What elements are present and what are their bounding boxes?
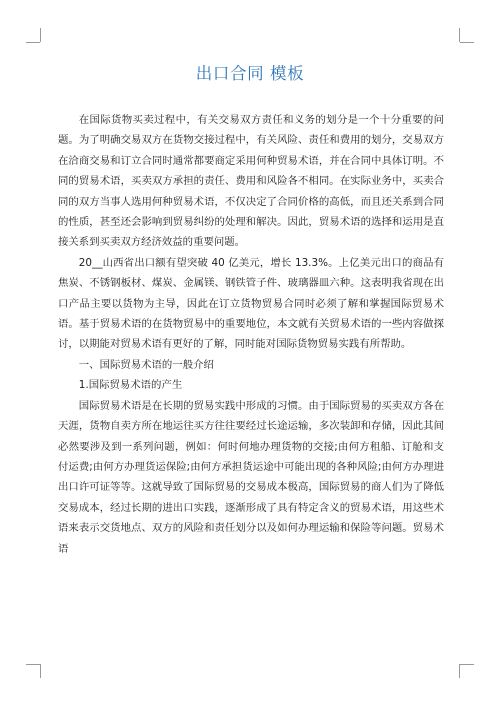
crop-mark-bottom-left (40, 664, 41, 678)
section-heading: 一、国际贸易术语的一般介绍 (78, 358, 214, 371)
paragraph-shanxi-exports: 20__山西省出口额有望突破 40 亿美元，增长 13.3%。上亿美元出口的商品有焦炭、不锈钢板材、煤炭、金属镁、钢铁管子件、玻璃器皿六种。这表明我省现在出口产品主要以货物为主导，因此在订立货物贸易合同时必须了解和掌握国际贸易术语。基于贸易术语的在货物贸易中的重要地位，本文就有关贸易术语的一些内容做探讨，以期能对贸易术语有更好的了解，同时能对国际货物贸易实践有所帮助。 (58, 256, 444, 351)
crop-mark-top-right (459, 28, 460, 42)
crop-mark-top-left (26, 42, 40, 43)
paragraph-intro: 在国际货物买卖过程中，有关交易双方责任和义务的划分是一个十分重要的问题。为了明确交易双方在货物交接过程中，有关风险、责任和费用的划分，交易双方在洽商交易和订立合同时通常都要商定采用何种贸易术语，并在合同中具体订明。不同的贸易术语，买卖双方承担的责任、费用和风险各不相同。在实际业务中，买卖合同的双方当事人选用何种贸易术语，不仅决定了合同价格的高低，而且还关系到合同的性质，甚至还会影响到贸易纠纷的处理和解决。因此，贸易术语的选择和运用是直接关系到买卖双方经济效益的重要问题。 (58, 114, 444, 249)
crop-mark-top-right (460, 42, 474, 43)
crop-mark-bottom-left (26, 664, 40, 665)
document-body (58, 110, 444, 559)
crop-mark-bottom-right (460, 664, 474, 665)
paragraph-origin: 国际贸易术语是在长期的贸易实践中形成的习惯。由于国际贸易的买卖双方各在天涯，货物自卖方所在地运往买方往往要经过长途运输，多次装卸和存储，因此其间必然要涉及到一系列问题，例如：何时何地办理货物的交接;由何方租船、订舱和支付运费;由何方办理货运保险;由何方承担货运途中可能出现的各种风险;由何方办理进出口许可证等等。这就导致了国际贸易的交易成本极高，国际贸易的商人们为了降低交易成本，经过长期的进出口实践，逐渐形成了具有特定含义的贸易术语，用这些术语来表示交货地点、双方的风险和责任划分以及如何办理运输和保险等问题。贸易术语 (58, 399, 444, 555)
document-title: 出口合同 模板 (195, 64, 305, 83)
crop-mark-bottom-right (459, 664, 460, 678)
crop-mark-top-left (40, 28, 41, 42)
subsection-heading: 1.国际贸易术语的产生 (78, 379, 183, 392)
